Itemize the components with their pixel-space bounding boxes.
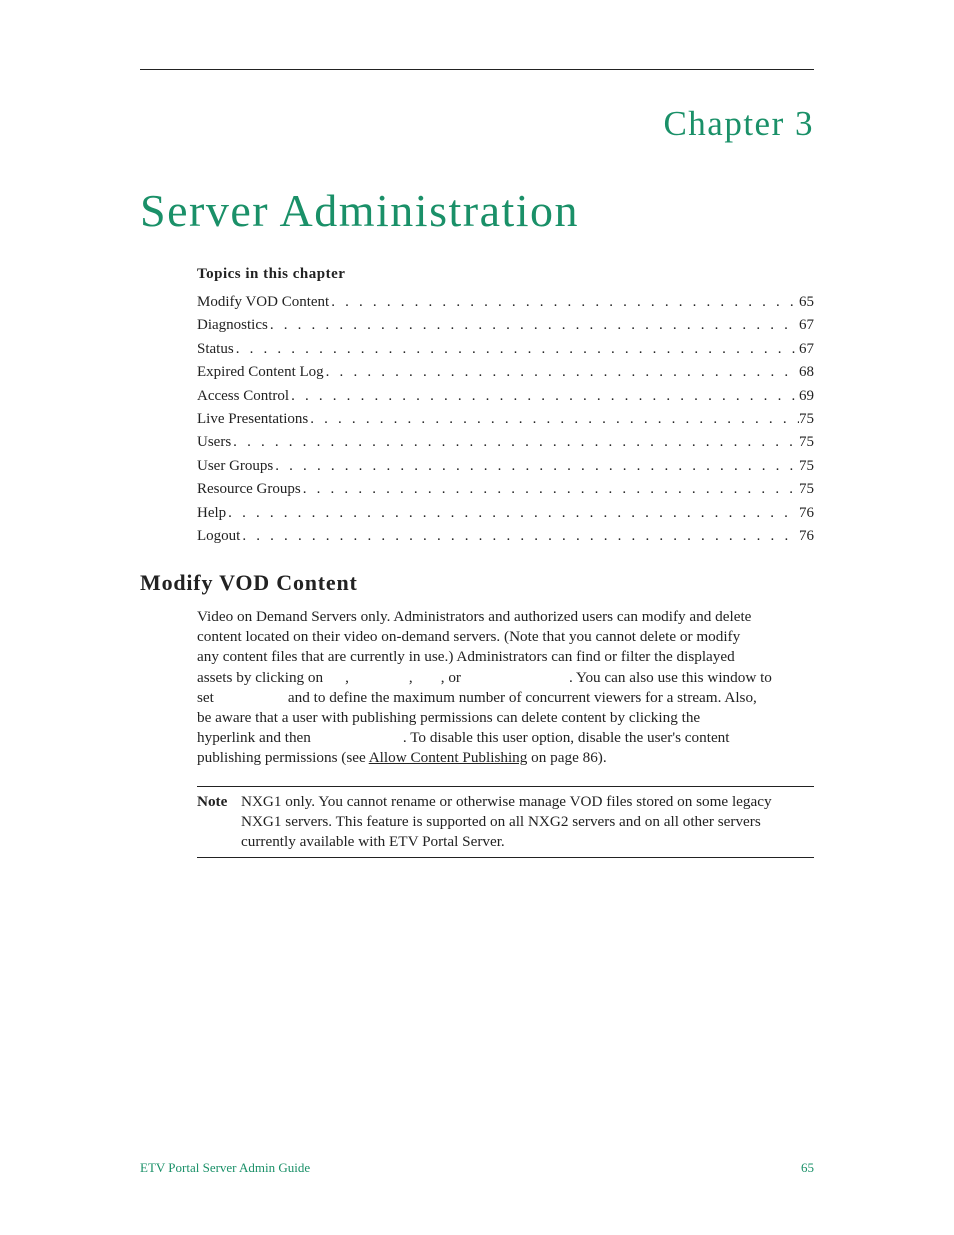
- chapter-label: Chapter 3: [663, 104, 814, 143]
- toc-entry-page: 67: [799, 317, 814, 334]
- toc-entry[interactable]: [197, 317, 814, 340]
- toc-entry-label: Diagnostics: [197, 317, 268, 334]
- top-rule: [140, 69, 814, 70]
- toc-entry[interactable]: [197, 505, 814, 528]
- body-line: [197, 688, 814, 708]
- body-text: . You can also use this window to: [568, 668, 772, 686]
- toc-entry-page: 67: [799, 340, 814, 357]
- toc-entry[interactable]: [197, 458, 814, 481]
- note-label: Note: [197, 793, 228, 810]
- note-text: NXG1 only. You cannot rename or otherwise manage VOD files stored on some legacy NXG1 servers. This feature is supported on all NXG2 servers and on all other servers currently available with ETV Portal Server.: [241, 793, 772, 850]
- toc-entry[interactable]: [197, 294, 814, 317]
- toc-leader-dots: [301, 481, 799, 498]
- toc-entry-page: 75: [799, 481, 814, 498]
- body-line: Video on Demand Servers only. Administrators and authorized users can modify and delete: [197, 608, 752, 625]
- toc-entry-label: User Groups: [197, 457, 274, 474]
- topics-heading: Topics in this chapter: [197, 266, 346, 282]
- toc-leader-dots: [231, 434, 799, 451]
- toc-leader-dots: [289, 388, 799, 405]
- toc-leader-dots: [268, 317, 799, 334]
- allow-content-publishing-link[interactable]: Allow Content Publishing: [368, 749, 528, 767]
- toc-leader-dots: [273, 458, 799, 475]
- toc-entry-label: Users: [197, 434, 232, 451]
- body-text: and to define the maximum number of concurrent viewers for a stream. Also,: [287, 688, 757, 706]
- body-text: . To disable this user option, disable the user's content: [402, 729, 730, 747]
- body-line: any content files that are currently in use.) Administrators can find or filter the displayed: [197, 648, 735, 666]
- toc-entry-label: Expired Content Log: [197, 364, 324, 381]
- body-text: assets by clicking on: [197, 668, 324, 686]
- toc-leader-dots: [234, 341, 799, 358]
- body-text: ,: [408, 668, 413, 686]
- toc-entry-label: Live Presentations: [197, 410, 309, 427]
- body-text: set: [197, 688, 214, 706]
- toc-entry-label: Modify VOD Content: [197, 294, 330, 310]
- body-text: on page 86).: [531, 749, 607, 767]
- footer-guide-title: ETV Portal Server Admin Guide: [140, 1160, 311, 1175]
- toc-entry-page: 65: [799, 294, 814, 310]
- toc-entry[interactable]: [197, 528, 814, 551]
- table-of-contents: [197, 294, 814, 551]
- toc-entry[interactable]: [197, 434, 814, 457]
- toc-entry-page: 75: [799, 434, 814, 451]
- toc-leader-dots: [324, 364, 799, 381]
- body-text: publishing permissions (see: [197, 749, 366, 767]
- toc-entry-page: 76: [799, 504, 814, 521]
- toc-leader-dots: [308, 411, 799, 428]
- toc-entry[interactable]: [197, 341, 814, 364]
- chapter-title: Server Administration: [140, 185, 580, 236]
- toc-leader-dots: [226, 505, 799, 522]
- toc-entry-page: 76: [799, 527, 814, 544]
- toc-entry[interactable]: [197, 481, 814, 504]
- body-text: ,: [345, 668, 349, 686]
- toc-entry-label: Help: [197, 504, 227, 521]
- footer-page-number: 65: [801, 1160, 814, 1175]
- toc-entry-page: 69: [799, 387, 814, 404]
- body-text: , or: [440, 668, 461, 686]
- toc-entry[interactable]: [197, 411, 814, 434]
- toc-entry-label: Status: [197, 340, 234, 357]
- body-line: [197, 668, 814, 688]
- body-line: be aware that a user with publishing permissions can delete content by clicking the: [197, 708, 701, 726]
- body-line: content located on their video on-demand servers. (Note that you cannot delete or modify: [197, 628, 741, 646]
- toc-entry-label: Access Control: [197, 387, 290, 404]
- note-box: [197, 786, 814, 858]
- toc-entry-page: 75: [799, 457, 814, 474]
- toc-entry[interactable]: [197, 364, 814, 387]
- toc-leader-dots: [240, 528, 799, 545]
- toc-entry-label: Logout: [197, 527, 241, 544]
- body-line: [197, 728, 814, 748]
- body-line: [197, 748, 814, 768]
- toc-entry[interactable]: [197, 388, 814, 411]
- toc-entry-page: 75: [799, 410, 814, 427]
- body-paragraph: [197, 607, 814, 769]
- toc-entry-page: 68: [799, 364, 814, 381]
- body-text: hyperlink and then: [197, 729, 311, 747]
- toc-entry-label: Resource Groups: [197, 481, 301, 498]
- toc-leader-dots: [329, 294, 799, 311]
- section-heading: Modify VOD Content: [140, 570, 358, 595]
